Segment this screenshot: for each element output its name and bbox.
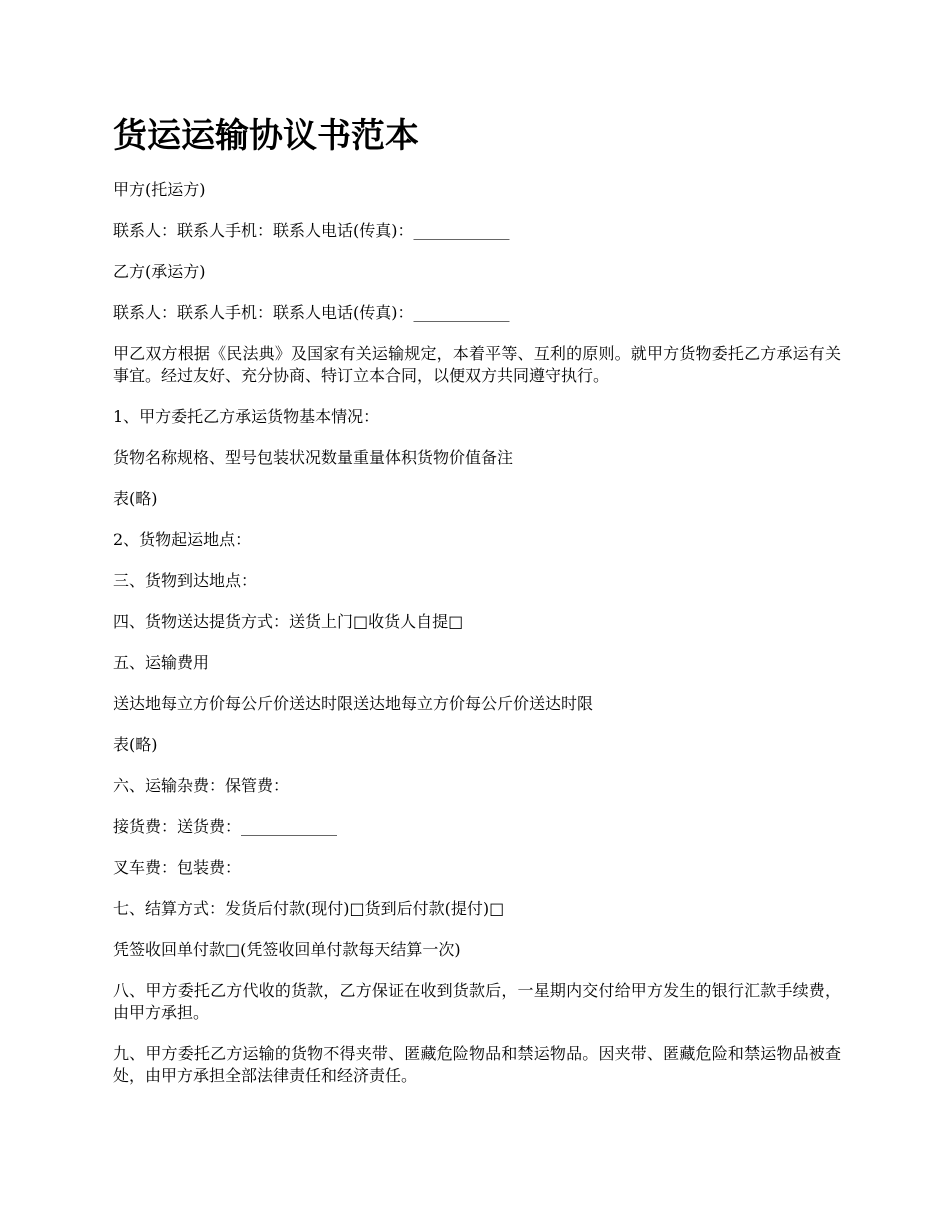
pickup-delivery-fee-line: 接货费：送货费：____________ (113, 817, 338, 836)
forklift-packing-fee-line: 叉车费：包装费： (113, 858, 242, 877)
party-b-heading: 乙方(承运方) (113, 262, 206, 281)
party-a-heading: 甲方(托运方) (113, 180, 206, 199)
clause-6-misc-fees: 六、运输杂费：保管费： (113, 776, 290, 795)
document-title: 货运运输协议书范本 (113, 116, 419, 156)
clause-1-heading: 1、甲方委托乙方承运货物基本情况： (113, 407, 380, 426)
clause-9-prohibited-goods: 九、甲方委托乙方运输的货物不得夹带、匿藏危险物品和禁运物品。因夹带、匿藏危险和禁运物品被查处，由甲方承担全部法律责任和经济责任。 (113, 1044, 841, 1085)
preamble-paragraph: 甲乙双方根据《民法典》及国家有关运输规定，本着平等、互利的原则。就甲方货物委托乙方承运有关事宜。经过友好、充分协商、特订立本合同，以便双方共同遵守执行。 (113, 344, 841, 385)
clause-3-destination: 三、货物到达地点： (113, 571, 258, 590)
settlement-receipt-line: 凭签收回单付款□(凭签收回单付款每天结算一次) (113, 940, 461, 959)
party-b-contact-line: 联系人：联系人手机：联系人电话(传真)：____________ (113, 303, 510, 322)
fee-table-header-line: 送达地每立方价每公斤价送达时限送达地每立方价每公斤价送达时限 (113, 694, 594, 713)
fee-table-omitted-note: 表(略) (113, 735, 158, 754)
clause-7-settlement: 七、结算方式：发货后付款(现付)□货到后付款(提付)□ (113, 899, 505, 918)
clause-2-origin: 2、货物起运地点： (113, 530, 252, 549)
clause-5-heading: 五、运输费用 (113, 653, 210, 672)
clause-4-delivery-method: 四、货物送达提货方式：送货上门□收货人自提□ (113, 612, 464, 631)
clause-8-collection: 八、甲方委托乙方代收的货款，乙方保证在收到货款后，一星期内交付给甲方发生的银行汇款手续费，由甲方承担。 (113, 981, 841, 1022)
goods-table-header-line: 货物名称规格、型号包装状况数量重量体积货物价值备注 (113, 448, 514, 467)
goods-table-omitted-note: 表(略) (113, 489, 158, 508)
document-page (113, 112, 841, 1106)
party-a-contact-line: 联系人：联系人手机：联系人电话(传真)：____________ (113, 221, 510, 240)
